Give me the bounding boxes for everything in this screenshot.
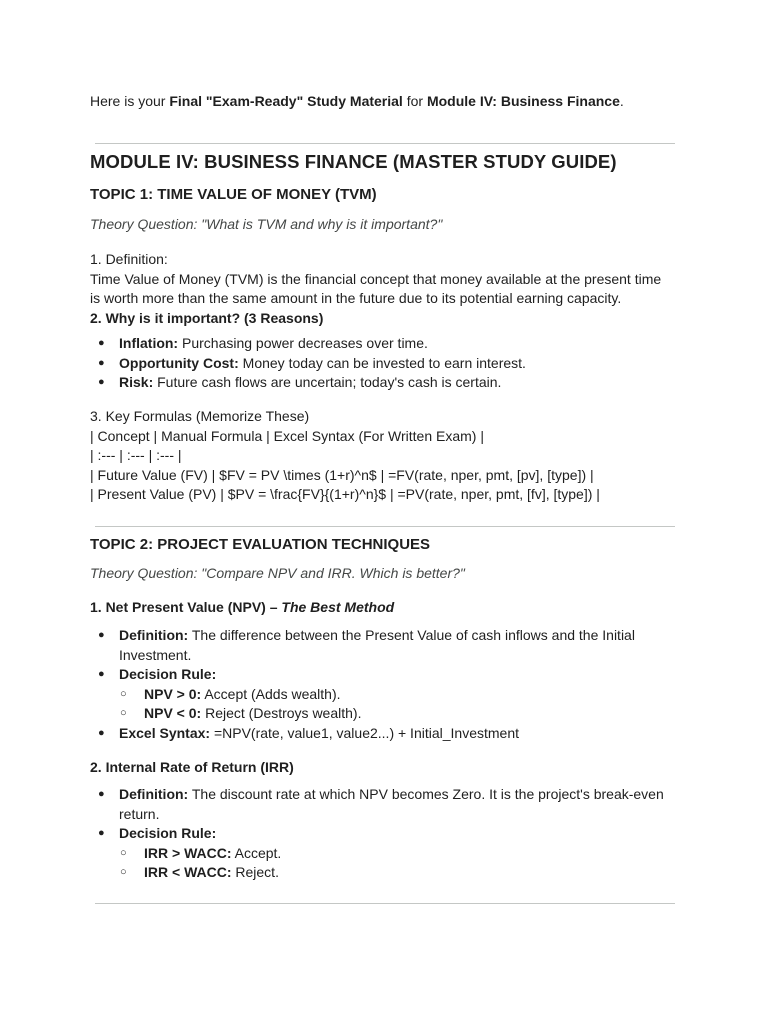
topic2-theory-question: Theory Question: "Compare NPV and IRR. Which is better?" — [90, 565, 465, 581]
intro-prefix: Here is your — [90, 93, 170, 109]
definition-text-line: Time Value of Money (TVM) is the financial concept that money available at the present time — [90, 270, 662, 287]
intro-module-name: Module IV: Business Finance — [426, 93, 620, 109]
reasons-list — [90, 334, 676, 393]
list-item: ● Excel Syntax: =NPV(rate, value1, value2...) + Initial_Investment — [90, 724, 676, 744]
definition-text-line: is worth more than the same amount in the future due to its potential earning capacity. — [90, 290, 622, 306]
formula-line: | Present Value (PV) | $PV = \frac{FV}{(1+r)^n}$ | =PV(rate, nper, pmt, [fv], [type]) | — [90, 486, 600, 502]
divider — [95, 526, 675, 527]
intro-line — [90, 91, 624, 111]
list-item: ○ NPV > 0: Accept (Adds wealth). — [90, 685, 676, 705]
topic1-heading: TOPIC 1: TIME VALUE OF MONEY (TVM) — [90, 186, 377, 203]
npv-heading: 1. Net Present Value (NPV) – The Best Method — [90, 599, 395, 615]
key-formulas — [90, 407, 676, 505]
intro-material-name: Final "Exam-Ready" Study Material — [169, 93, 403, 109]
divider — [95, 143, 675, 144]
divider — [95, 903, 675, 904]
irr-decision-rules — [119, 844, 676, 883]
list-item: ● Opportunity Cost: Money today can be invested to earn interest. — [90, 354, 676, 374]
intro-middle: for — [402, 93, 427, 109]
list-item: ● Decision Rule: ○ IRR > WACC: Accept. ○ IRR < WACC: Reject. — [90, 824, 676, 883]
list-item: ● Definition: The discount rate at which NPV becomes Zero. It is the project's break-even return. — [90, 785, 676, 824]
list-item: ● Decision Rule: ○ NPV > 0: Accept (Adds wealth). ○ NPV < 0: Reject (Destroys wealth). — [90, 665, 676, 724]
topic2-heading: TOPIC 2: PROJECT EVALUATION TECHNIQUES — [90, 536, 431, 553]
formula-line: | :--- | :--- | :--- | — [90, 447, 182, 463]
formula-line: | Concept | Manual Formula | Excel Syntax (For Written Exam) | — [90, 427, 484, 444]
formula-line: | Future Value (FV) | $FV = PV \times (1+r)^n$ | =FV(rate, nper, pmt, [pv], [type]) | — [90, 466, 594, 483]
definition-heading: 1. Definition: — [90, 251, 168, 267]
topic1-definition — [90, 250, 676, 328]
topic1-theory-question: Theory Question: "What is TVM and why is it important?" — [90, 216, 443, 232]
list-item: ○ IRR > WACC: Accept. — [90, 844, 676, 864]
intro-suffix: . — [619, 93, 624, 109]
list-item: ○ IRR < WACC: Reject. — [90, 863, 676, 883]
page-title: MODULE IV: BUSINESS FINANCE (MASTER STUDY GUIDE) — [90, 151, 617, 172]
why-important-heading: 2. Why is it important? (3 Reasons) — [90, 309, 324, 326]
irr-heading: 2. Internal Rate of Return (IRR) — [90, 759, 294, 775]
list-item: ● Definition: The difference between the Present Value of cash inflows and the Initial Investment. — [90, 626, 676, 665]
list-item: ● Risk: Future cash flows are uncertain; today's cash is certain. — [90, 373, 676, 393]
list-item: ○ NPV < 0: Reject (Destroys wealth). — [90, 704, 676, 724]
npv-list — [90, 626, 676, 743]
list-item: ● Inflation: Purchasing power decreases over time. — [90, 334, 676, 354]
irr-list — [90, 785, 676, 883]
npv-decision-rules — [119, 685, 676, 724]
formula-line: 3. Key Formulas (Memorize These) — [90, 408, 310, 424]
